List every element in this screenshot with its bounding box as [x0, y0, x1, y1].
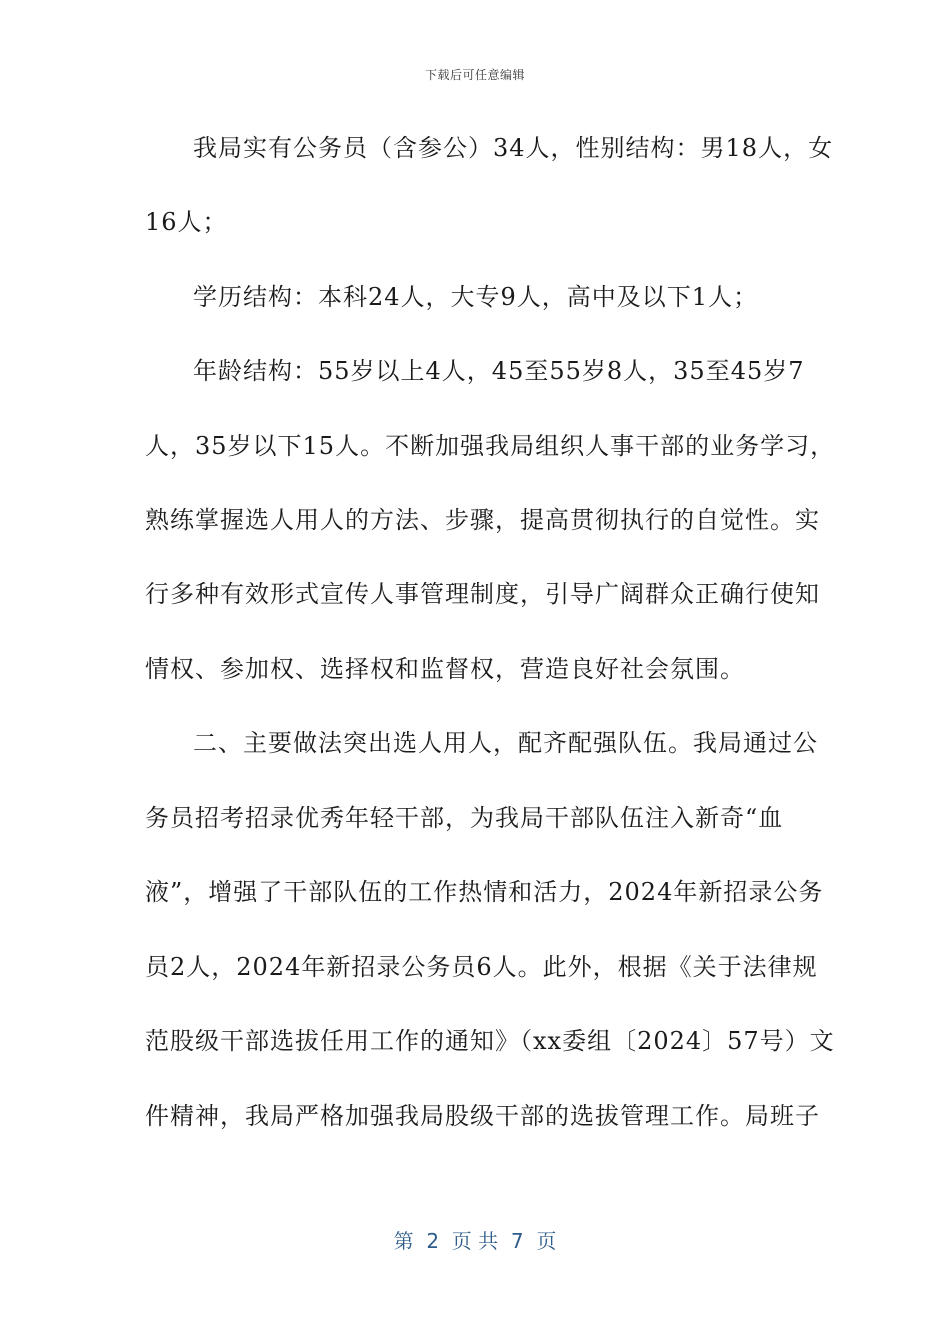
text-line: 行多种有效形式宣传人事管理制度，引导广阔群众正确行使知 [145, 580, 820, 608]
text-line: 16人； [145, 208, 228, 236]
text-line: 我局实有公务员（含参公）34人，性别结构：男18人，女 [193, 134, 834, 162]
text-line: 人，35岁以下15人。不断加强我局组织人事干部的业务学习， [145, 432, 836, 460]
text-line: 熟练掌握选人用人的方法、步骤，提高贯彻执行的自觉性。实 [145, 506, 820, 534]
text-line: 液”，增强了干部队伍的工作热情和活力，2024年新招录公务 [145, 878, 824, 906]
text-line: 年龄结构：55岁以上4人，45至55岁8人，35至45岁7 [193, 357, 805, 385]
header-note: 下载后可任意编辑 [424, 68, 525, 82]
text-line: 员2人，2024年新招录公务员6人。此外，根据《关于法律规 [145, 953, 818, 981]
text-line: 情权、参加权、选择权和监督权，营造良好社会氛围。 [145, 655, 745, 683]
text-line: 务员招考招录优秀年轻干部，为我局干部队伍注入新奇“血 [145, 804, 784, 832]
text-line: 二、主要做法突出选人用人，配齐配强队伍。我局通过公 [193, 729, 818, 757]
text-line: 件精神，我局严格加强我局股级干部的选拔管理工作。局班子 [145, 1102, 820, 1130]
text-line: 学历结构：本科24人，大专9人，高中及以下1人； [193, 283, 759, 311]
page-number-footer: 第 2 页 共 7 页 [393, 1229, 557, 1253]
text-line: 范股级干部选拔任用工作的通知》（xx委组〔2024〕57号）文 [145, 1027, 835, 1055]
